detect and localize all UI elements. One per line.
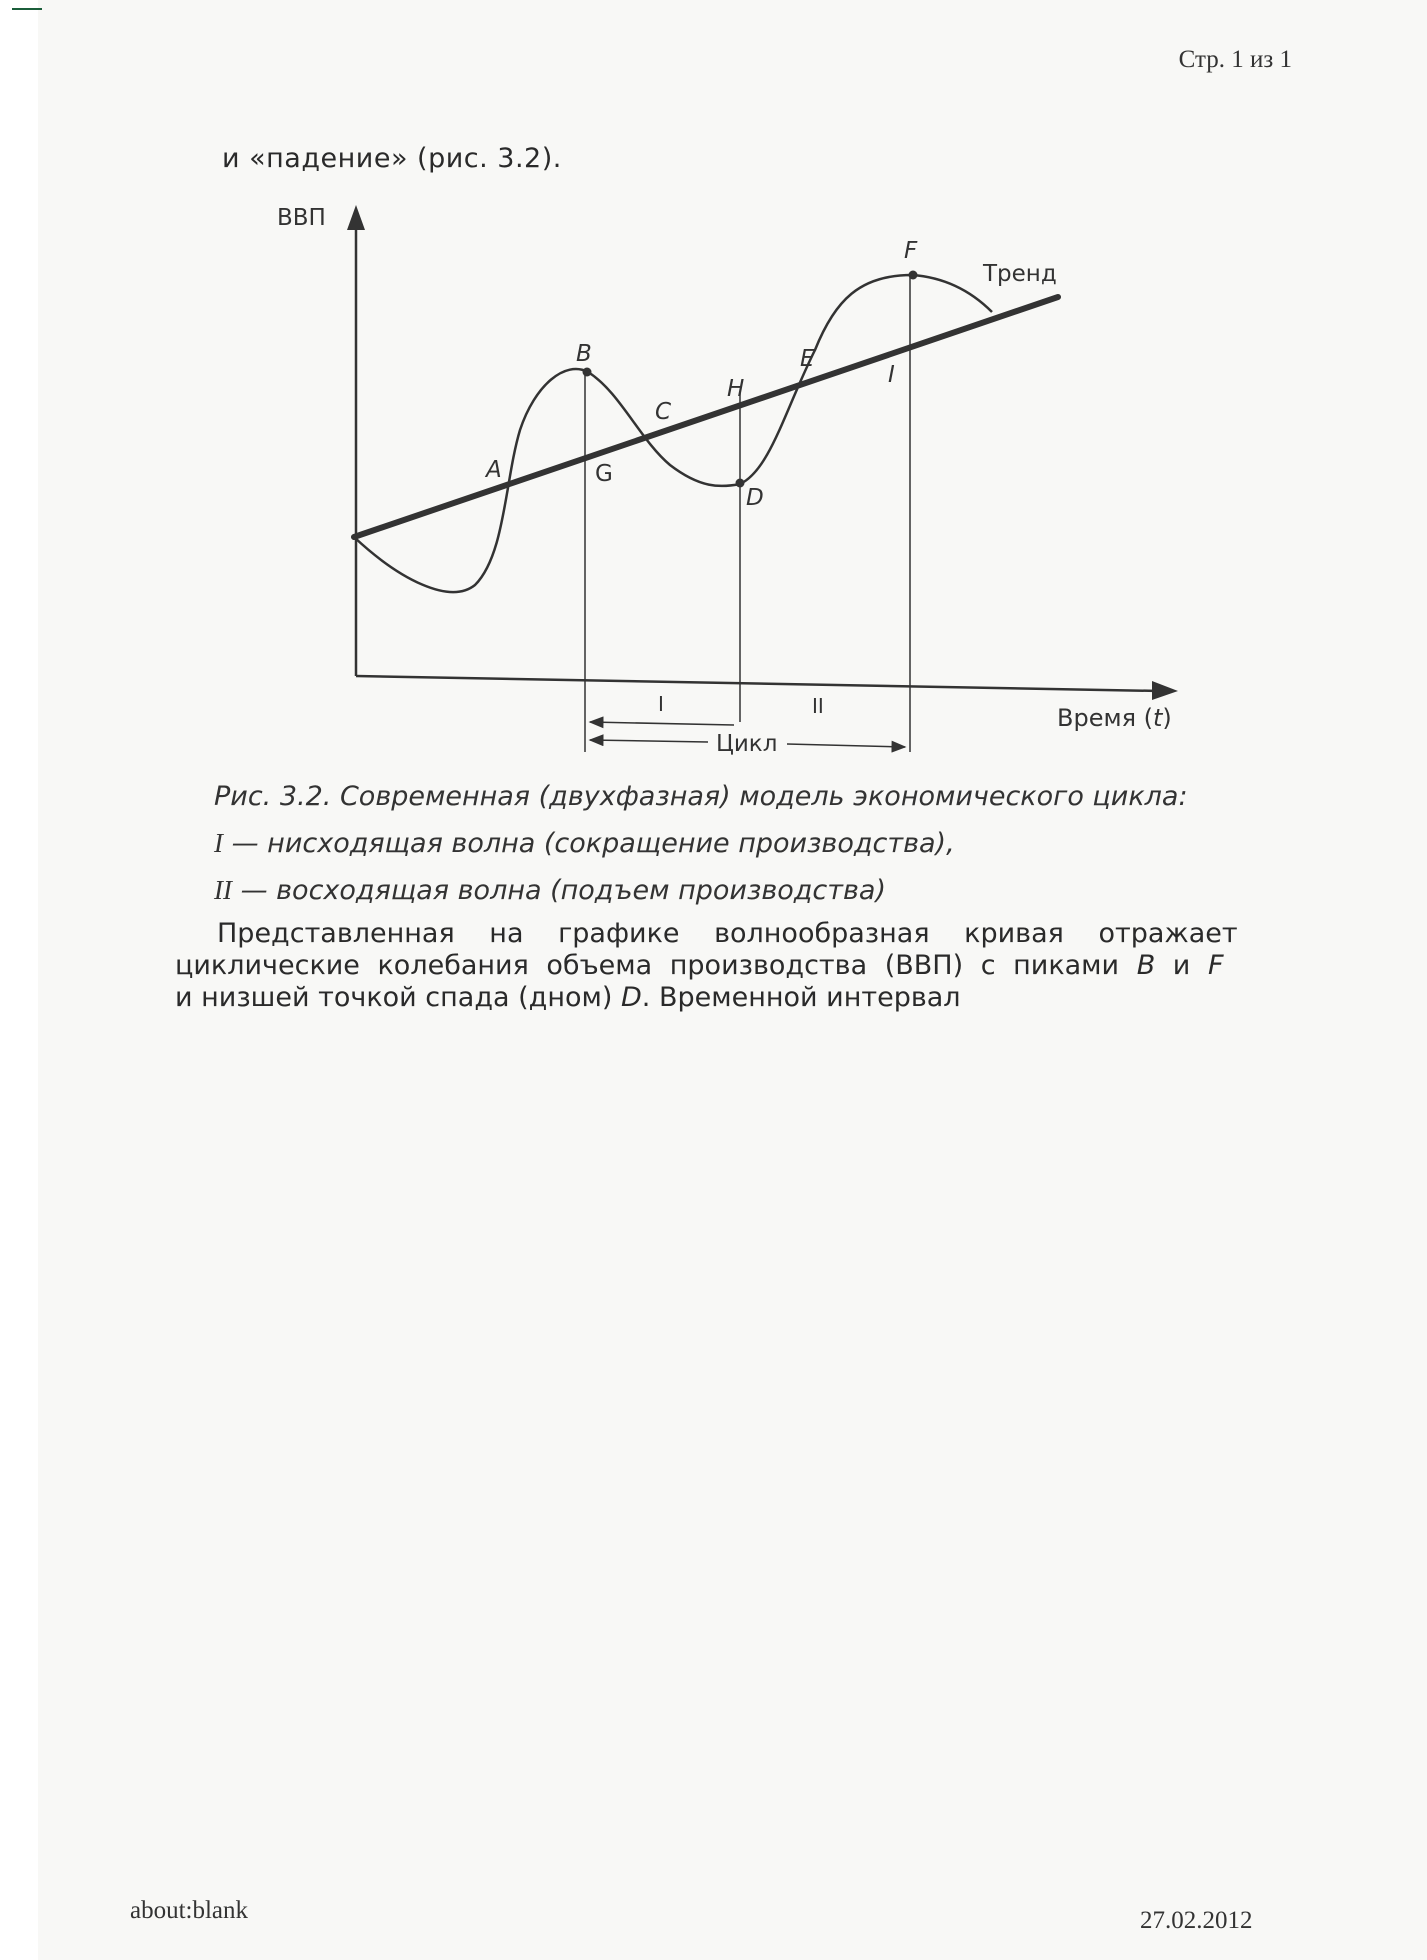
caption-phase-1-text: — нисходящая волна (сокращение производства),	[223, 828, 955, 859]
x-axis-label: Время (t)	[1057, 704, 1172, 732]
point-label-h: H	[727, 376, 745, 402]
trough-d-ref: D	[621, 982, 642, 1013]
point-d-dot	[736, 479, 745, 488]
phase-label-1: I	[658, 692, 664, 716]
point-label-a: A	[486, 457, 502, 483]
x-axis	[356, 676, 1160, 691]
body-line-2-and: и	[1155, 950, 1208, 981]
point-label-b: B	[576, 341, 592, 367]
cycle-curve	[354, 275, 992, 592]
caption-title: Рис. 3.2. Современная (двухфазная) модель экономического цикла:	[214, 781, 1188, 812]
y-axis-label: ВВП	[277, 205, 326, 231]
y-axis-arrow-icon	[347, 205, 365, 230]
point-label-i: I	[888, 362, 895, 388]
caption-phase-2-num: II	[214, 875, 232, 905]
cycle-arrow-right	[787, 744, 905, 747]
point-label-c: C	[655, 399, 672, 425]
cycle-arrow-left	[590, 740, 708, 742]
body-line-2	[175, 950, 1265, 982]
point-b-dot	[583, 368, 592, 377]
trend-line	[354, 297, 1058, 537]
body-paragraph	[175, 918, 1265, 1014]
caption-phase-2	[214, 867, 1264, 914]
peak-f-ref: F	[1207, 950, 1224, 981]
body-line-3	[175, 982, 1265, 1014]
x-axis-arrow-icon	[1152, 681, 1178, 700]
body-line-1: Представленная на графике волнообразная кривая отражает	[217, 918, 1238, 949]
point-label-e: E	[800, 346, 815, 372]
body-line-3-end: . Временной интервал	[641, 982, 961, 1013]
figure-caption	[214, 773, 1264, 914]
body-line-2-text: циклические колебания объема производства (ВВП) с пиками	[175, 950, 1137, 981]
point-label-d: D	[746, 485, 764, 511]
phase-arrow	[590, 722, 734, 725]
economic-cycle-diagram	[0, 0, 1427, 780]
page-number: Стр. 1 из 1	[1178, 46, 1292, 73]
trend-label: Тренд	[983, 261, 1057, 287]
footer-url: about:blank	[130, 1897, 249, 1924]
body-line-3-text: и низшей точкой спада (дном)	[175, 982, 621, 1013]
intro-line: и «падение» (рис. 3.2).	[222, 143, 562, 174]
caption-phase-1	[214, 820, 1264, 867]
cycle-label: Цикл	[716, 731, 778, 757]
peak-b-ref: B	[1136, 950, 1156, 981]
caption-phase-2-text: — восходящая волна (подъем производства)	[231, 875, 886, 906]
point-label-g: G	[595, 461, 613, 487]
point-label-f: F	[904, 238, 918, 264]
phase-label-2: II	[812, 694, 824, 718]
caption-phase-1-num: I	[214, 828, 223, 858]
footer-date: 27.02.2012	[1140, 1907, 1253, 1934]
point-f-dot	[909, 271, 918, 280]
